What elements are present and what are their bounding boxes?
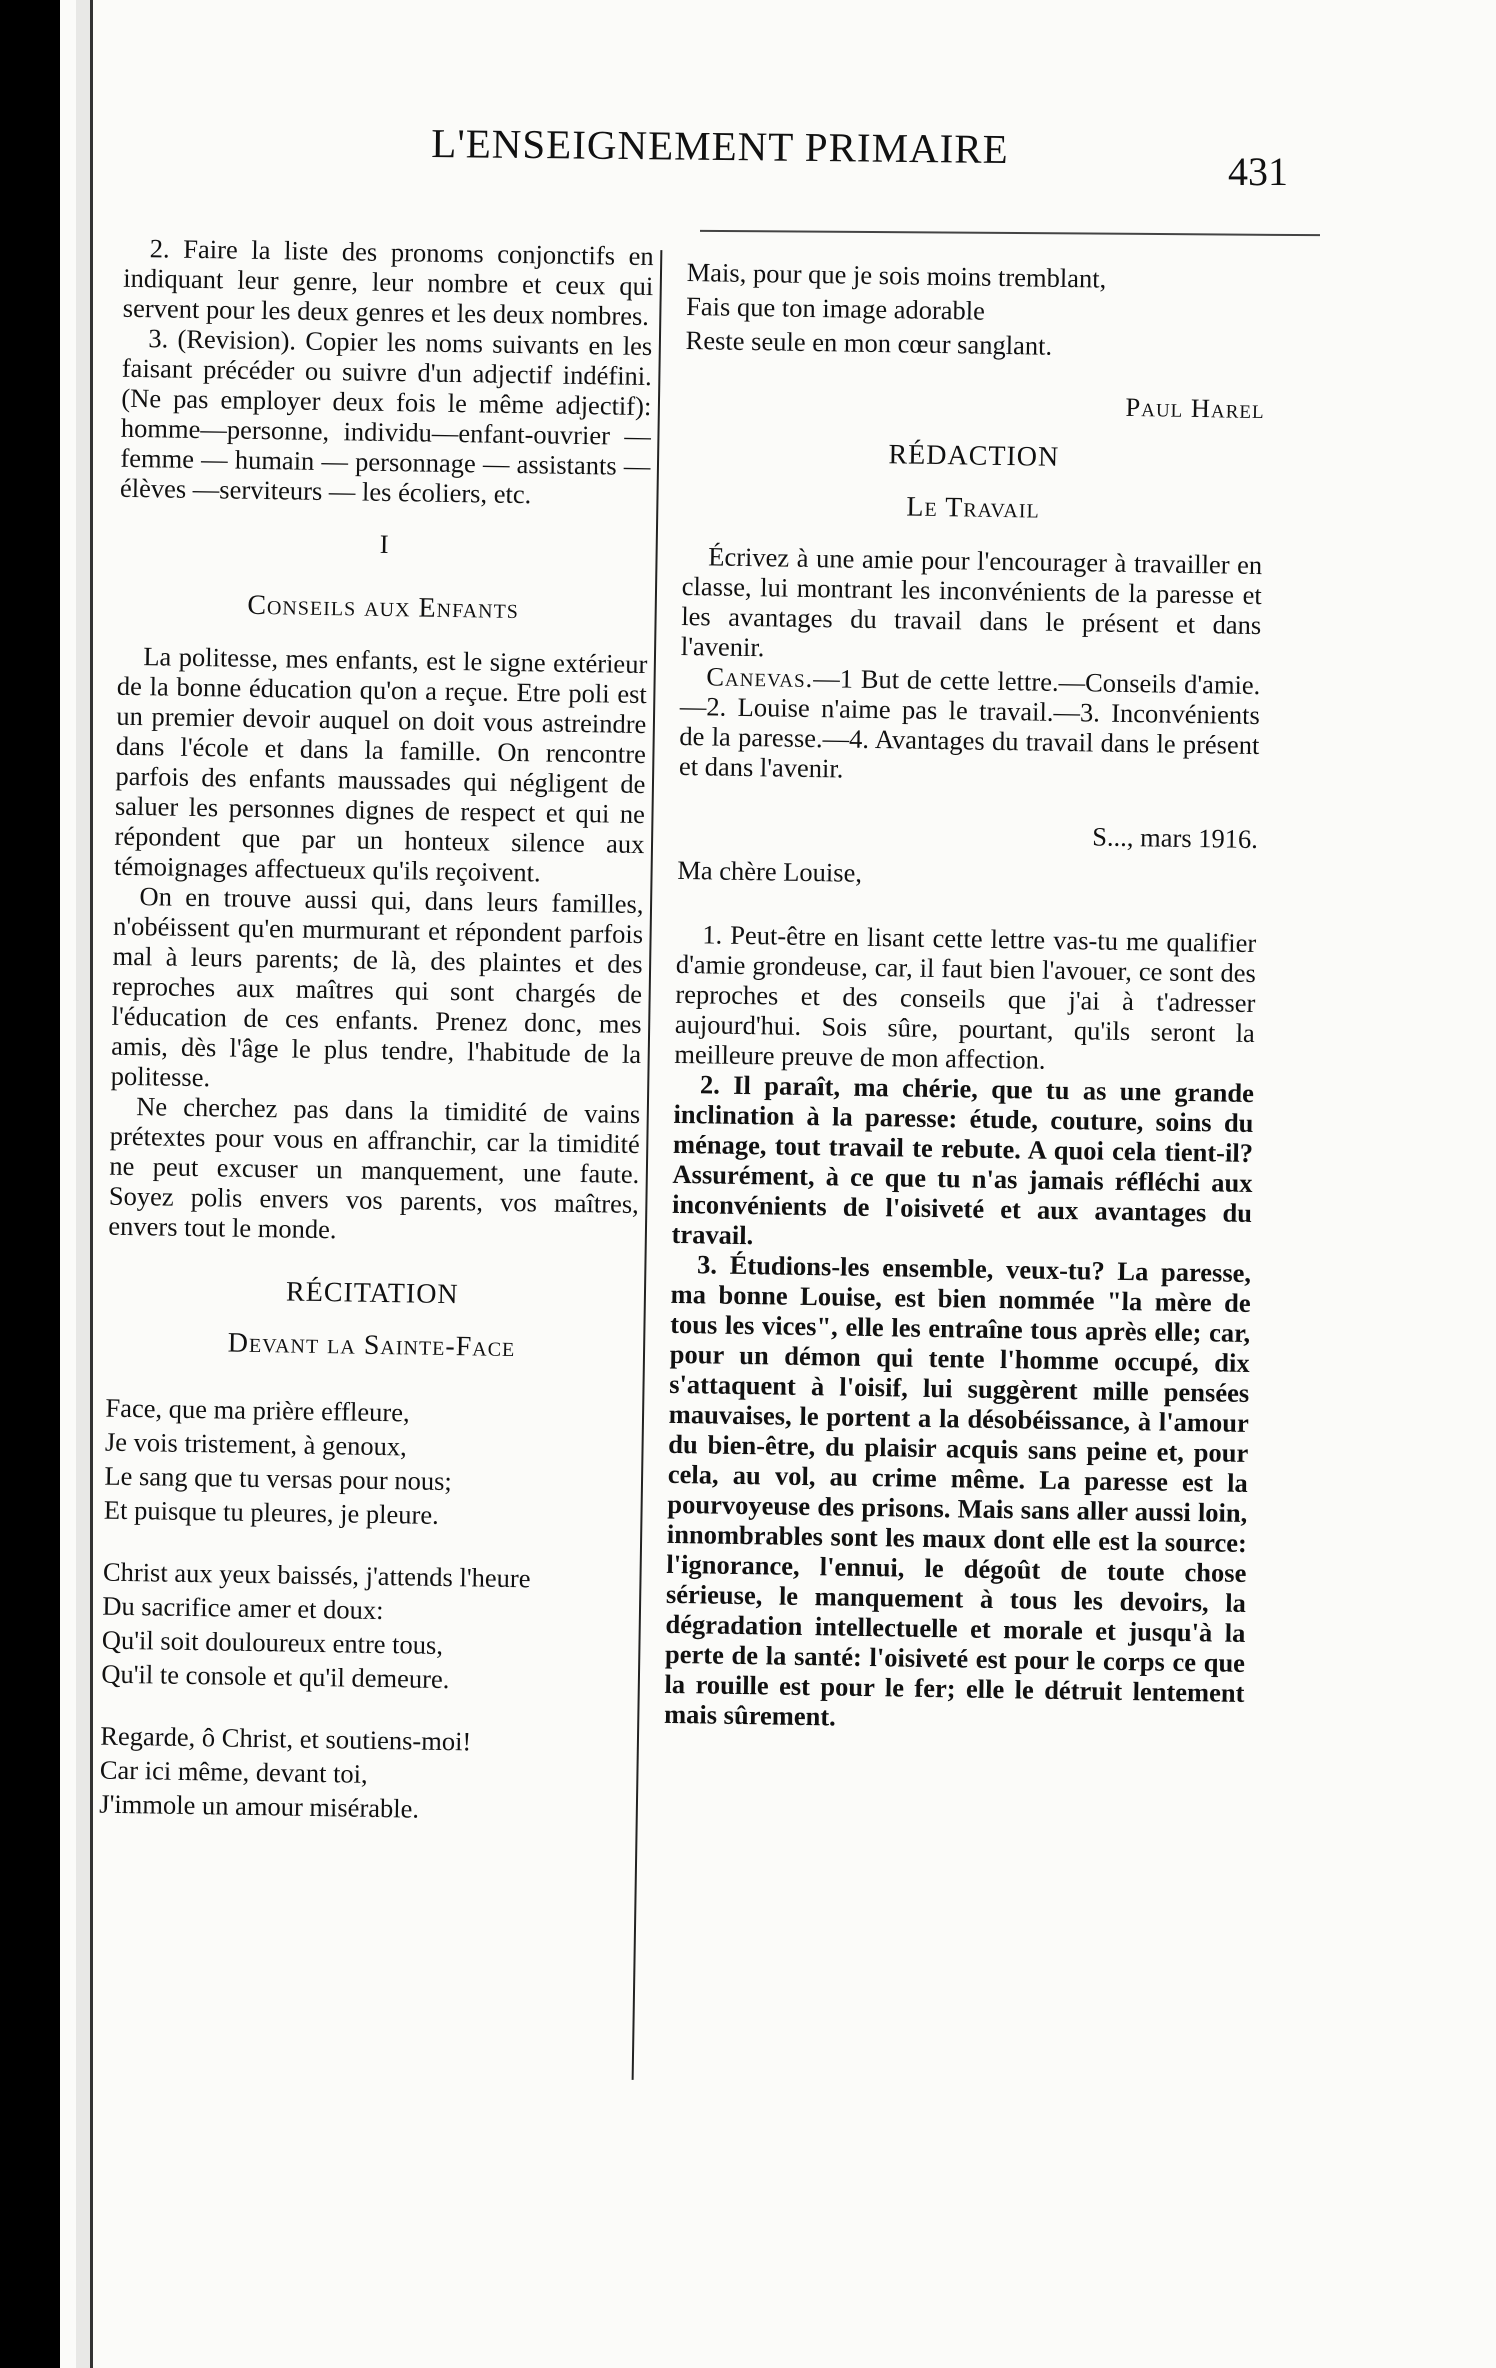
verse-line: Reste seule en mon cœur sanglant. bbox=[685, 324, 1053, 361]
redaction-prompt: Écrivez à une amie pour l'encourager à travailler en classe, lui montrant les inconvénients de la paresse et les avantages du travail dans le présent et dans l'avenir. bbox=[680, 541, 1263, 663]
canevas-text: —1 But de cette lettre.—Conseils d'amie.—2. Louise n'aime pas le travail.—3. Inconvénients de la paresse.—4. Avantages du travail dans le présent et dans l'avenir. bbox=[678, 663, 1261, 784]
poem-stanza-1 bbox=[104, 1391, 636, 1535]
verse-line: Et puisque tu pleures, je pleure. bbox=[103, 1494, 439, 1530]
left-column bbox=[60, 232, 654, 1857]
verse-line: Du sacrifice amer et doux: bbox=[102, 1590, 384, 1626]
verse-line: Fais que ton image adorable bbox=[685, 290, 986, 326]
poem-stanza-2 bbox=[101, 1555, 633, 1699]
exercise-3: 3. (Revision). Copier les noms suivants en les faisant précéder ou suivre d'un adjectif indéfini. (Ne pas employer deux fois le même adjectif): homme—personne, individu—enfant-ouvrier — femme — humain — personnage — assistants — élèves —serviteurs — les écoliers, etc. bbox=[119, 323, 653, 510]
paragraph-politesse-2: On en trouve aussi qui, dans leurs familles, n'obéissent qu'en murmurant et répondent parfois mal à leurs parents; de là, des plaintes et des reproches aux maîtres qui sont chargés de l'éducation de ces enfants. Prenez donc, mes amis, dès l'âge le plus tendre, l'habitude de la politesse. bbox=[110, 881, 644, 1093]
verse-line: Face, que ma prière effleure, bbox=[105, 1392, 410, 1428]
book-page bbox=[60, 0, 1496, 2368]
poem-title: Devant la Sainte-Face bbox=[227, 1327, 516, 1364]
letter-date: S..., mars 1916. bbox=[1092, 821, 1259, 855]
page-number: 431 bbox=[1228, 149, 1288, 194]
poem-stanza-4 bbox=[685, 255, 1267, 366]
redaction-title: RÉDACTION bbox=[888, 439, 1060, 473]
exercise-2: 2. Faire la liste des pronoms conjonctifs en indiquant leur genre, leur nombre et ceux qui servent pour les deux genres et les deux nombres. bbox=[122, 233, 654, 332]
verse-line: Le sang que tu versas pour nous; bbox=[104, 1460, 453, 1497]
section-number: I bbox=[379, 528, 389, 559]
poem-stanza-3 bbox=[99, 1719, 631, 1829]
verse-line: J'immole un amour misérable. bbox=[99, 1788, 420, 1824]
running-header: L'ENSEIGNEMENT PRIMAIRE bbox=[431, 119, 1009, 173]
verse-line: Qu'il te console et qu'il demeure. bbox=[101, 1658, 450, 1695]
travail-title: Le Travail bbox=[906, 491, 1040, 525]
header-rule bbox=[700, 230, 1320, 236]
verse-line: Car ici même, devant toi, bbox=[99, 1754, 368, 1789]
paragraph-politesse-3: Ne cherchez pas dans la timidité de vains prétextes pour vous en affranchir, car la timidité ne peut excuser un manquement, une faute. Soyez polis envers vos parents, vos maîtres, envers tout le monde. bbox=[108, 1091, 641, 1245]
poem-author: Paul Harel bbox=[1125, 391, 1265, 425]
verse-line: Christ aux yeux baissés, j'attends l'heure bbox=[102, 1556, 531, 1594]
letter-salutation: Ma chère Louise, bbox=[677, 854, 863, 888]
verse-line: Regarde, ô Christ, et soutiens-moi! bbox=[100, 1720, 472, 1757]
paragraph-politesse-1: La politesse, mes enfants, est le signe extérieur de la bonne éducation qu'on a reçue. Etre poli est un premier devoir auquel on doit vous astreindre dans l'école et dans la famille. On rencontre parfois des enfants maussades qui négligent de saluer les personnes dignes de respect et qui ne répondent que par un honteux silence aux témoignages affectueux qu'ils reçoivent. bbox=[113, 641, 648, 888]
canevas-label: Canevas. bbox=[706, 661, 814, 694]
verse-line: Qu'il soit douloureux entre tous, bbox=[101, 1624, 444, 1660]
recitation-title: RÉCITATION bbox=[285, 1276, 459, 1311]
letter-paragraph-3: 3. Étudions-les ensemble, veux-tu? La paresse, ma bonne Louise, est bien nommée "la mère de tous les vices", elle les entraîne tous après elle; car, pour un démon qui tente l'homme occupé, dix s'attaquent à l'oisif, lui suggèrent mille pensées mauvaises, le portent a la désobéissance, à l'amour du bien-être, du plaisir acquis sans peine et, pour cela, au vol, au crime même. La paresse est la pourvoyeuse des prisons. Mais sans aller aussi loin, innombrables sont les maux dont elle est la source: l'ignorance, l'ennui, le dégoût de toute chose sérieuse, le manquement à tous les devoirs, la dégradation intellectuelle et morale et jusqu'à la perte de la santé: l'oisiveté est pour le corps ce que la rouille est pour le fer; elle le détruit lentement mais sûrement. bbox=[663, 1249, 1252, 1732]
verse-line: Mais, pour que je sois moins tremblant, bbox=[686, 256, 1107, 294]
right-column bbox=[664, 255, 1267, 1738]
letter-paragraph-1: 1. Peut-être en lisant cette lettre vas-tu me qualifier d'amie grondeuse, car, il faut bien l'avouer, ce sont des reproches et des conseils que j'ai à t'adresser aujourd'hui. Sois sûre, pourtant, qu'ils seront la meilleure preuve de mon affection. bbox=[674, 919, 1257, 1075]
book-spine-edge bbox=[0, 0, 16, 2368]
conseils-title: Conseils aux Enfants bbox=[247, 589, 520, 626]
canevas-paragraph bbox=[679, 661, 1261, 790]
letter-paragraph-2: 2. Il paraît, ma chérie, que tu as une grande inclination à la paresse: étude, couture, soins du ménage, tout travail te rebute. A quoi cela tient-il? Assurément, à ce que tu n'as jamais réfléchi aux inconvénients de l'oisiveté et aux avantages du travail. bbox=[671, 1069, 1255, 1251]
verse-line: Je vois tristement, à genoux, bbox=[104, 1426, 407, 1462]
